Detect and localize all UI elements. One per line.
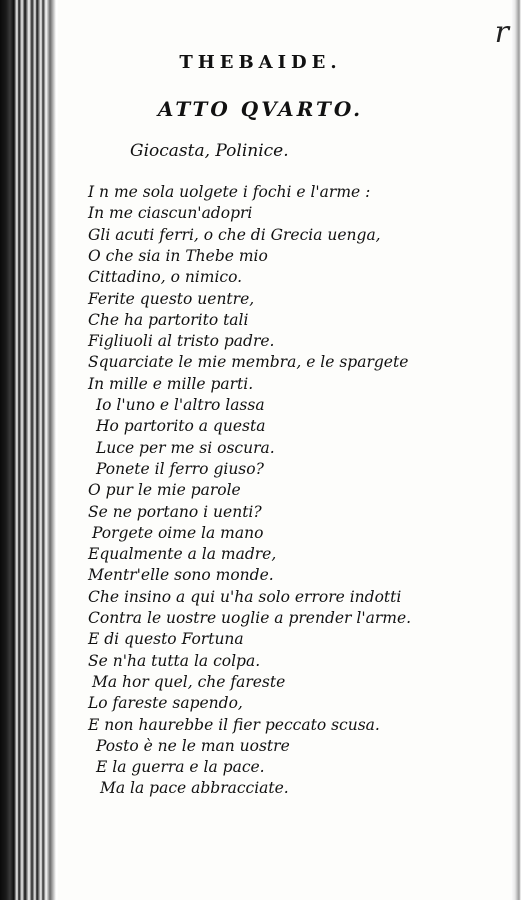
verse-line: Lo fareste sapendo, [88,694,243,713]
verse-line: E di questo Fortuna [88,630,244,649]
corner-mark: r [494,15,509,50]
verse-line: O pur le mie parole [88,481,241,500]
verse-line: Cittadino, o nimico. [88,268,243,287]
verse-line: Ponete il ferro giuso? [96,459,264,478]
verse-line: Squarciate le mie membra, e le spargete [88,353,409,372]
page-binding [0,0,58,900]
verse-line: Io l'uno e l'altro lassa [96,396,265,414]
verse-line: Mentr'elle sono monde. [88,566,274,585]
verse-line: Ma hor quel, che fareste [92,672,286,691]
verse-line: Ma la pace abbracciate. [100,779,289,798]
verse-line: Che insino a qui u'ha solo errore indotti [88,587,402,606]
verse-line: Che ha partorito tali [88,310,249,329]
page-edge [511,0,521,900]
verse-line: Luce per me si oscura. [96,438,275,457]
verse-line: Posto è ne le man uostre [96,736,290,755]
running-head: THEBAIDE. [179,52,342,73]
verse-line: E la guerra e la pace. [96,758,265,777]
verse-line: Se ne portano i uenti? [88,502,262,521]
verse-line: In me ciascun'adopri [88,204,253,223]
verse-line: Ferite questo uentre, [88,289,255,308]
verse-line: Gli acuti ferri, o che di Grecia uenga, [88,225,381,244]
verse-line: Se n'ha tutta la colpa. [88,651,261,670]
verse-line: O che sia in Thebe mio [88,246,268,265]
verse-line: I n me sola uolgete i fochi e l'arme : [88,183,371,201]
verse-line: Porgete oime la mano [92,523,264,542]
verse-line: Ho partorito a questa [96,417,266,436]
verse-line: Equalmente a la madre, [88,545,277,564]
verse-line: Figliuoli al tristo padre. [88,332,275,351]
act-title: ATTO QVARTO. [157,97,364,121]
verse-line: Contra le uostre uoglie a prender l'arme. [88,609,412,627]
speakers-line: Giocasta, Polinice. [130,141,289,161]
verse-line: In mille e mille parti. [88,374,254,393]
verse-line: E non haurebbe il fier peccato scusa. [88,715,380,734]
